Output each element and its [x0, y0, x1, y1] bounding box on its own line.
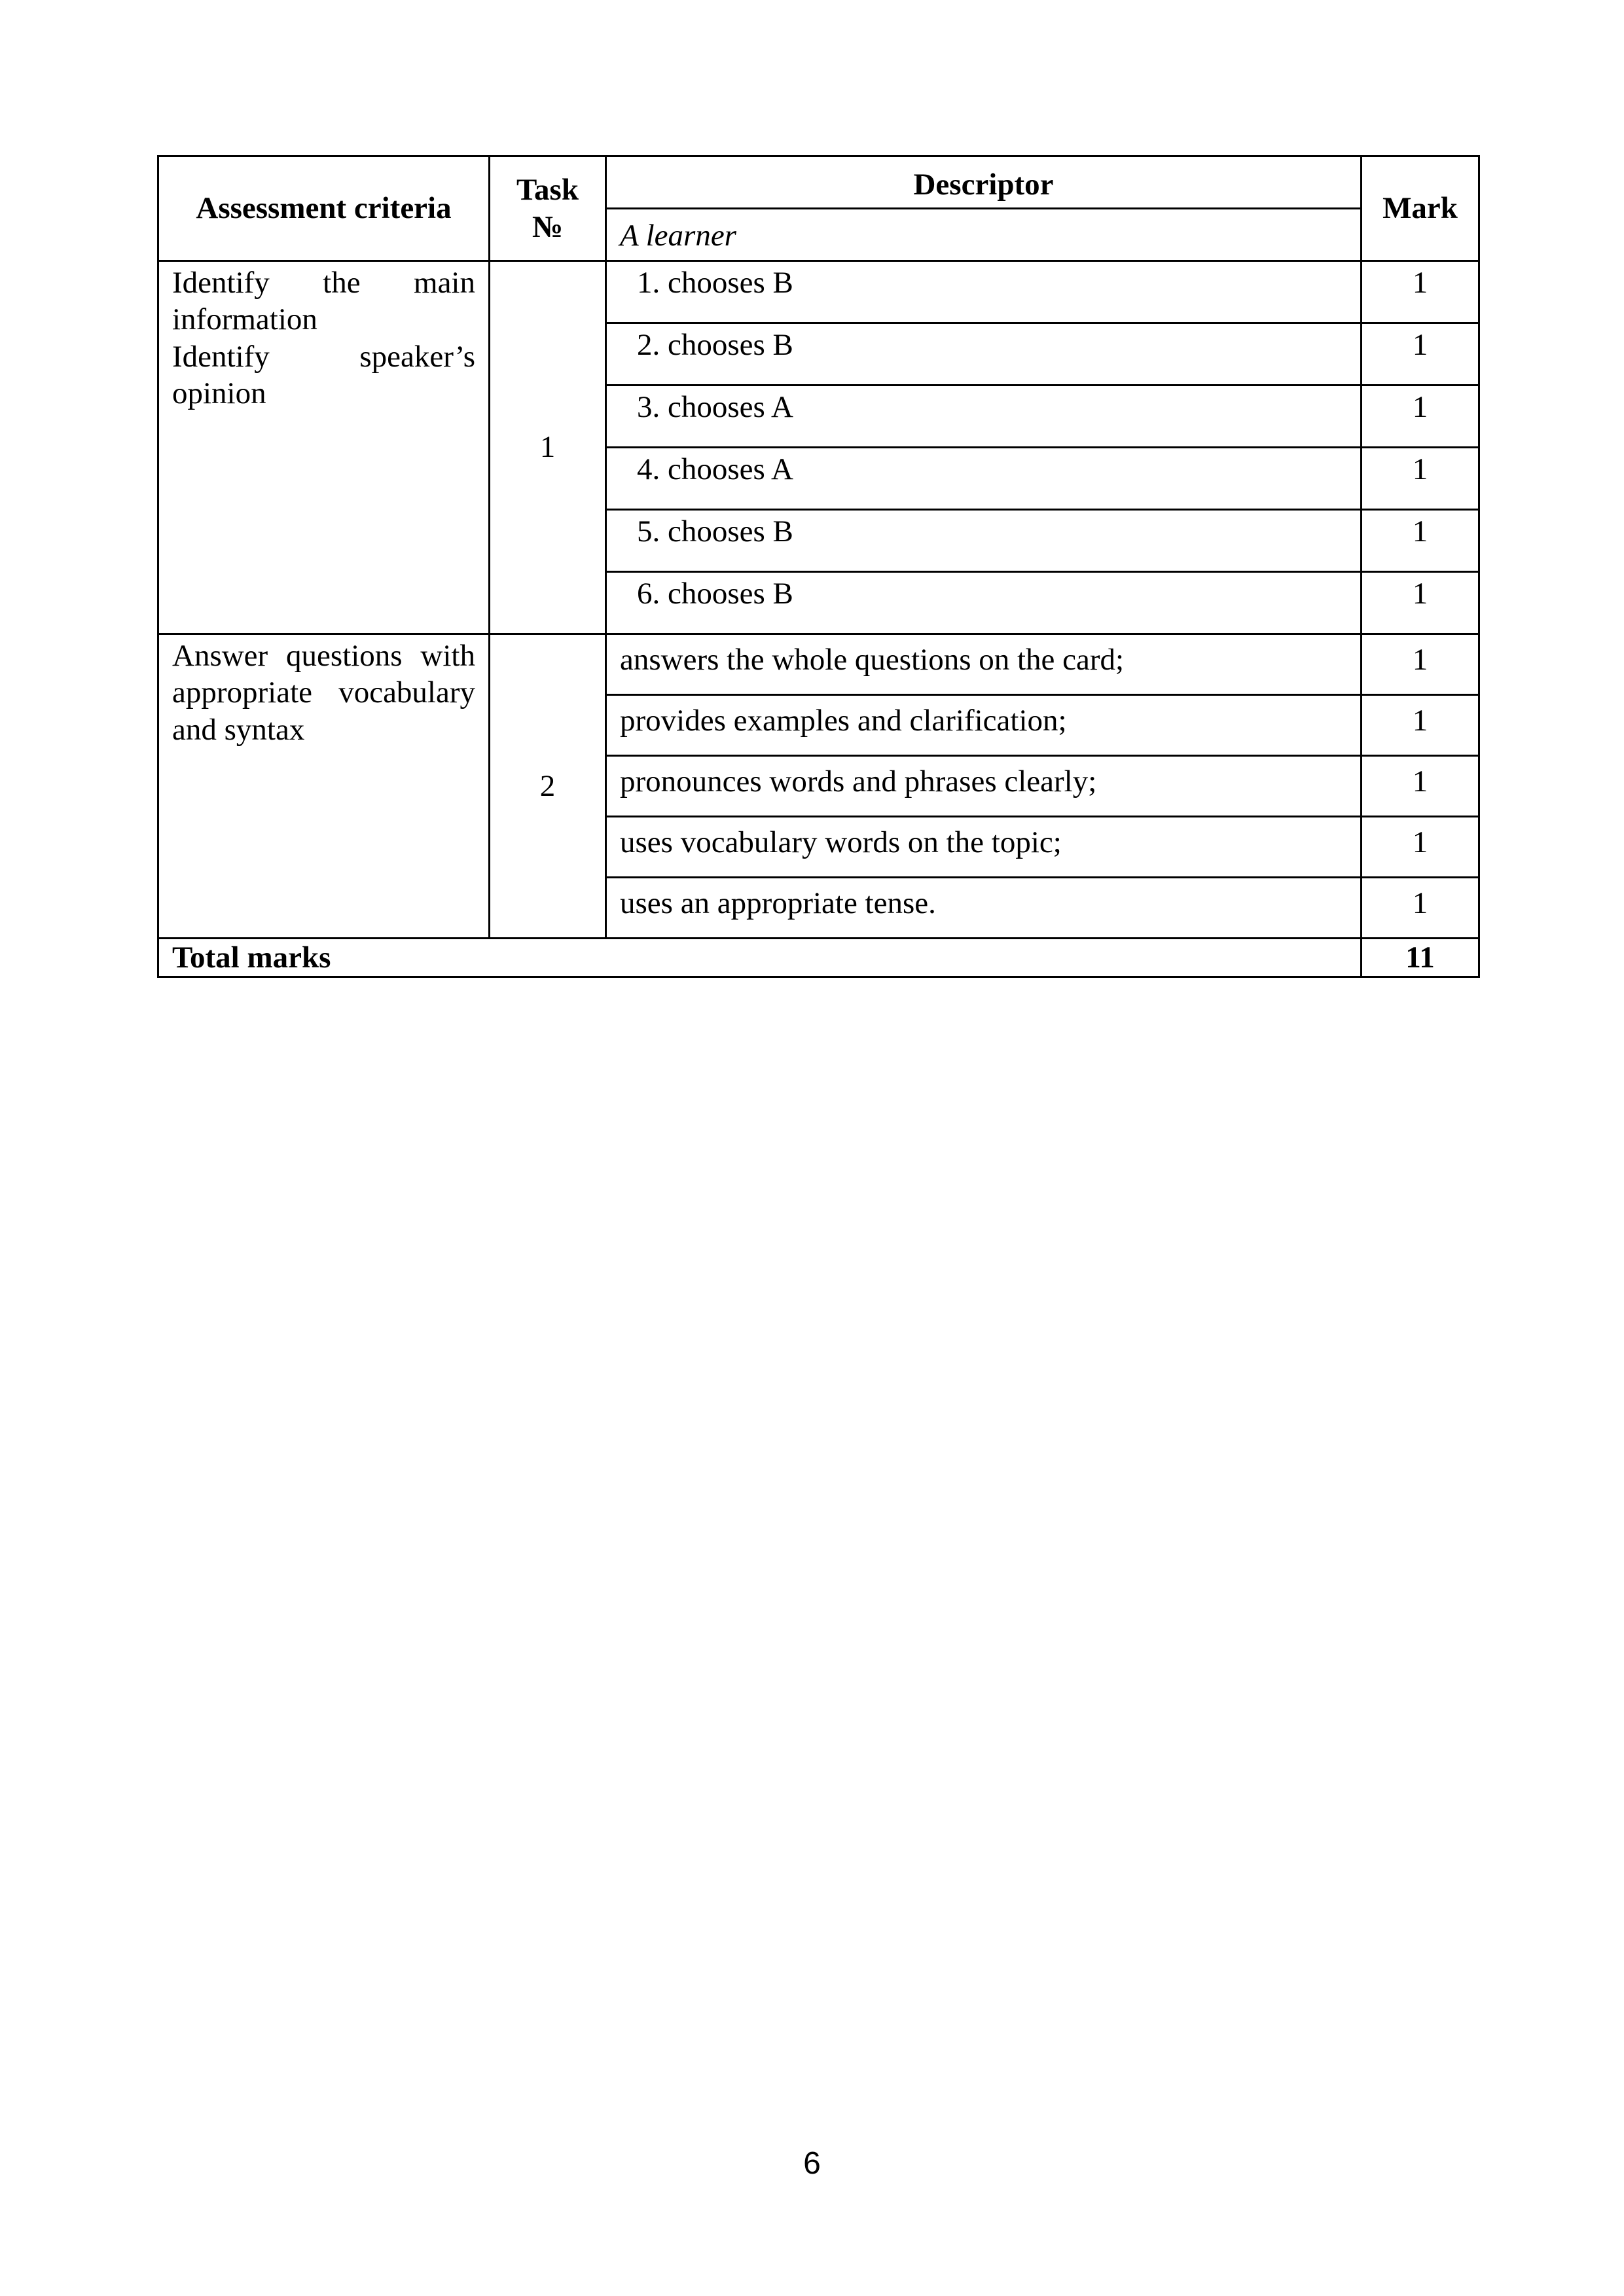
mark-cell: 1	[1362, 572, 1479, 634]
descriptor-cell: answers the whole questions on the card;	[606, 634, 1362, 695]
descriptor-cell: 3. chooses A	[606, 386, 1362, 448]
descriptor-cell: 5. chooses B	[606, 510, 1362, 572]
total-label: Total marks	[158, 939, 1362, 977]
total-row	[158, 939, 1479, 977]
task-number-2: 2	[490, 634, 606, 939]
descriptor-cell: 4. chooses A	[606, 448, 1362, 510]
mark-cell: 1	[1362, 261, 1479, 323]
descriptor-cell: 6. chooses B	[606, 572, 1362, 634]
table-row	[158, 634, 1479, 695]
header-criteria: Assessment criteria	[158, 156, 490, 261]
criteria-cell-2	[158, 634, 490, 939]
mark-cell: 1	[1362, 817, 1479, 878]
task-number-1: 1	[490, 261, 606, 634]
mark-cell: 1	[1362, 756, 1479, 817]
total-value: 11	[1362, 939, 1479, 977]
criteria-cell-1	[158, 261, 490, 634]
header-task-number-sign: №	[532, 209, 564, 244]
mark-cell: 1	[1362, 386, 1479, 448]
descriptor-cell: 1. chooses B	[606, 261, 1362, 323]
descriptor-cell: pronounces words and phrases clearly;	[606, 756, 1362, 817]
header-task	[490, 156, 606, 261]
table-row	[158, 261, 1479, 323]
criteria-text: Identify the main information	[172, 266, 475, 337]
header-learner: A learner	[606, 209, 1362, 261]
descriptor-cell: 2. chooses B	[606, 323, 1362, 386]
criteria-text: Answer questions with appropriate vocabulary and syntax	[172, 639, 475, 747]
descriptor-cell: uses vocabulary words on the topic;	[606, 817, 1362, 878]
criteria-text: Identify speaker’s opinion	[172, 339, 475, 411]
mark-cell: 1	[1362, 323, 1479, 386]
page-number: 6	[803, 2146, 821, 2181]
mark-cell: 1	[1362, 448, 1479, 510]
header-descriptor: Descriptor	[606, 156, 1362, 209]
mark-cell: 1	[1362, 695, 1479, 756]
descriptor-cell: uses an appropriate tense.	[606, 878, 1362, 939]
header-task-label: Task	[516, 173, 579, 207]
mark-cell: 1	[1362, 510, 1479, 572]
assessment-table	[157, 155, 1480, 978]
mark-cell: 1	[1362, 634, 1479, 695]
descriptor-cell: provides examples and clarification;	[606, 695, 1362, 756]
header-mark: Mark	[1362, 156, 1479, 261]
mark-cell: 1	[1362, 878, 1479, 939]
